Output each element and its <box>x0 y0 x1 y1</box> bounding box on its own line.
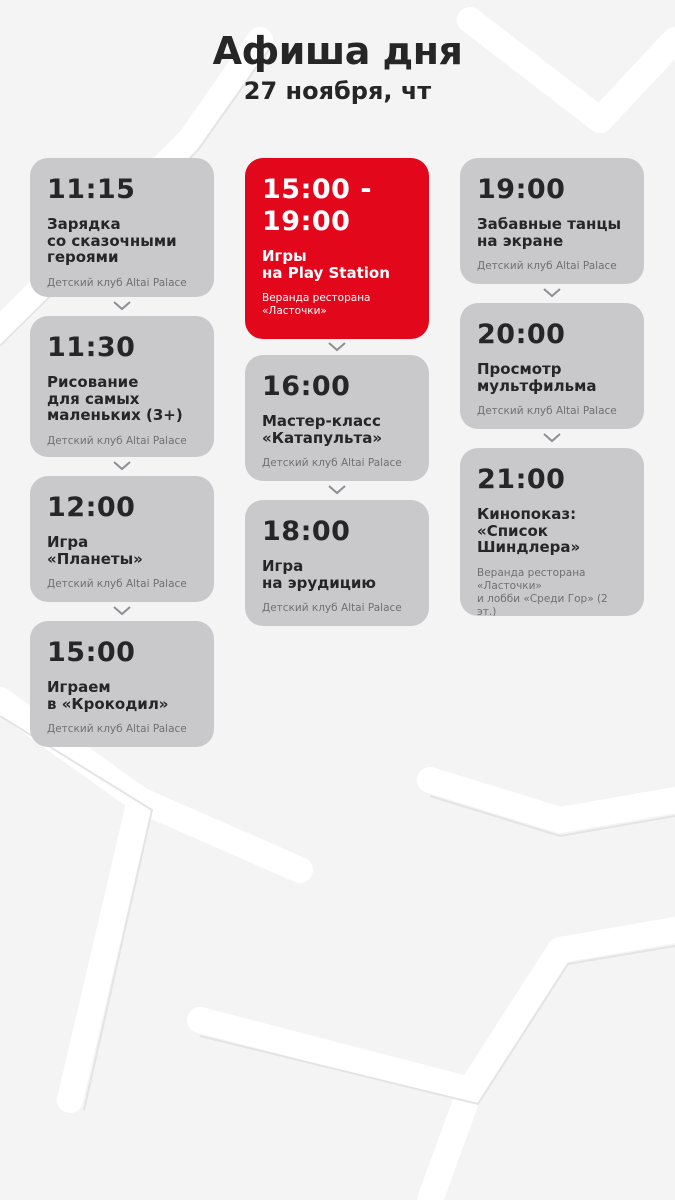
chevron-down-icon <box>543 433 561 443</box>
event-card[interactable] <box>30 621 214 747</box>
event-venue: Детский клуб Altai Palace <box>477 260 617 272</box>
event-card[interactable] <box>460 448 644 616</box>
event-card[interactable] <box>30 316 214 457</box>
event-name: Мастер-класс «Катапульта» <box>262 412 383 447</box>
event-card-highlighted[interactable] <box>245 158 429 339</box>
event-venue: Детский клуб Altai Palace <box>47 434 187 447</box>
event-card[interactable] <box>30 158 214 297</box>
event-time: 21:00 <box>477 464 566 495</box>
event-card[interactable] <box>30 476 214 602</box>
event-card[interactable] <box>460 303 644 429</box>
event-time: 15:00 <box>47 637 136 668</box>
event-venue: Веранда ресторана «Ласточки» <box>262 292 371 317</box>
chevron-down-icon <box>328 342 346 352</box>
event-venue: Детский клуб Altai Palace <box>47 723 187 735</box>
event-name: Зарядка со сказочными героями <box>47 215 177 266</box>
event-name: Кинопоказ: «Список Шиндлера» <box>477 505 581 556</box>
event-venue: Детский клуб Altai Palace <box>262 602 402 614</box>
event-time: 11:15 <box>47 174 136 205</box>
event-card[interactable] <box>245 355 429 481</box>
event-card[interactable] <box>460 158 644 284</box>
event-time: 20:00 <box>477 319 566 350</box>
event-name: Забавные танцы на экране <box>477 215 622 250</box>
page-title: Афиша дня <box>212 29 463 73</box>
event-venue: Детский клуб Altai Palace <box>47 276 187 289</box>
page-date: 27 ноября, чт <box>243 77 432 105</box>
event-time: 15:00 - 19:00 <box>262 174 373 237</box>
event-time: 12:00 <box>47 492 136 523</box>
event-venue: Веранда ресторана «Ласточки» и лобби «Среди Гор» (2 эт.) <box>477 566 608 616</box>
event-name: Играем в «Крокодил» <box>47 678 169 713</box>
event-name: Игра «Планеты» <box>47 533 143 568</box>
event-time: 19:00 <box>477 174 566 205</box>
chevron-down-icon <box>113 301 131 311</box>
event-card[interactable] <box>245 500 429 626</box>
event-time: 16:00 <box>262 371 351 402</box>
chevron-down-icon <box>113 606 131 616</box>
event-name: Игры на Play Station <box>262 247 390 282</box>
event-name: Рисование для самых маленьких (3+) <box>47 373 183 424</box>
header <box>0 28 675 106</box>
event-name: Игра на эрудицию <box>262 557 376 592</box>
event-venue: Детский клуб Altai Palace <box>47 578 187 590</box>
event-time: 11:30 <box>47 332 136 363</box>
chevron-down-icon <box>328 485 346 495</box>
event-venue: Детский клуб Altai Palace <box>477 405 617 417</box>
chevron-down-icon <box>113 461 131 471</box>
chevron-down-icon <box>543 288 561 298</box>
event-name: Просмотр мультфильма <box>477 360 597 395</box>
event-venue: Детский клуб Altai Palace <box>262 457 402 469</box>
event-time: 18:00 <box>262 516 351 547</box>
